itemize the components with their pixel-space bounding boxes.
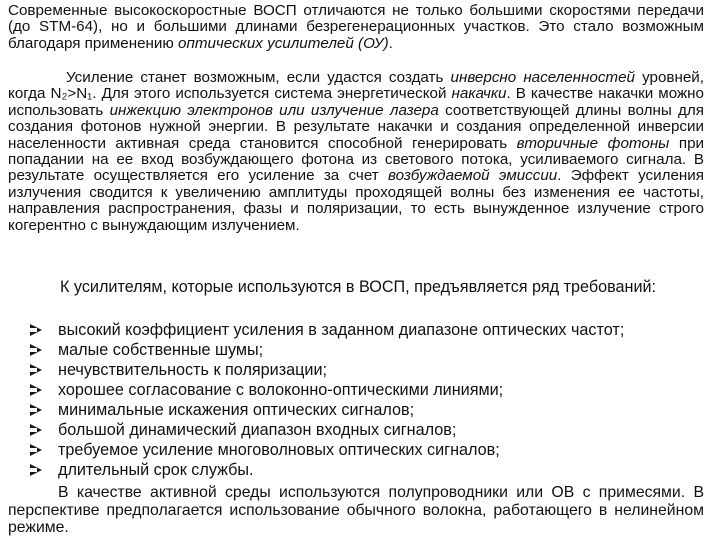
list-item [30,420,720,440]
square-arrow-bullet-icon [30,324,42,336]
amp-emphasis-2: накачки [451,85,507,103]
list-item [30,440,720,460]
amp-text-1: Усиление станет возможным, если удастся создать [66,69,451,86]
requirement-text: большой динамический диапазон входных сигналов; [58,421,457,439]
list-item [30,360,720,380]
amp-text-3: . В качестве накачки можно использовать [8,85,704,119]
square-arrow-bullet-icon [30,344,42,356]
list-item [30,380,720,400]
amp-text-5: при попадании на ее вход возбуждающего фотона из светового потока, усиливаемого сигнала. В результате осуществляется его усиление за счет [8,134,705,185]
requirement-text: высокий коэффициент усиления в заданном диапазоне оптических частот; [58,321,625,339]
list-item [30,320,720,340]
requirement-text: длительный срок службы. [58,461,254,479]
square-arrow-bullet-icon [30,404,42,416]
paragraph-active-medium [8,484,704,537]
requirement-text: минимальные искажения оптических сигналов; [58,401,415,419]
square-arrow-bullet-icon [30,464,42,476]
square-arrow-bullet-icon [30,384,42,396]
amp-text-4: соответствующей длины волны для создания фотонов нужной энергии. В результате накачки и создания определенной инверсии населенности активная среда становится способной генерировать [8,101,704,152]
paragraph-amplification [8,70,704,234]
amp-emphasis-4: вторичные фотоны [516,134,670,152]
amp-emphasis-1: инверсно населенностей [450,69,635,86]
list-item [30,460,720,480]
requirement-text: малые собственные шумы; [58,341,264,359]
requirements-lead-text: К усилителям, которые используются в ВОСП, предъявляется ряд требований: [60,278,657,296]
list-item [30,400,720,420]
intro-emphasis: оптических усилителей (ОУ) [178,34,389,52]
square-arrow-bullet-icon [30,364,42,376]
requirement-text: хорошее согласование с волоконно-оптическими линиями; [58,381,504,399]
list-item [30,340,720,360]
amp-text-6: . Эффект усиления излучения сводится к увеличению амплитуды проходящей волны без изменения ее частоты, направления распространения, фазы и поляризации, то есть вынужденное излучение строго когерентно с вынуждающим излучением. [8,167,705,234]
active-medium-text: В качестве активной среды используются полупроводники или ОВ с примесями. В перспективе предполагается использование обычного волокна, работающего в нелинейном режиме. [8,484,704,536]
amp-emphasis-3: инжекцию электронов или излучение лазера [109,101,439,119]
amp-emphasis-5: возбуждаемой эмиссии [388,167,558,185]
requirements-list [30,320,720,480]
amp-text-2: уровней, когда N₂>N₁. Для этого используется система энергетической [8,69,705,103]
intro-text: Современные высокоскоростные ВОСП отличаются не только большими скоростями передачи (до STM-64), но и большими длинами безрегенерационных участков. Это стало возможным благодаря применению [8,2,704,52]
square-arrow-bullet-icon [30,444,42,456]
requirement-text: нечувствительность к поляризации; [58,361,327,379]
paragraph-requirements-lead [8,278,704,296]
square-arrow-bullet-icon [30,424,42,436]
requirement-text: требуемое усиление многоволновых оптических сигналов; [58,441,500,459]
intro-end: . [388,34,393,52]
paragraph-intro [8,3,704,52]
